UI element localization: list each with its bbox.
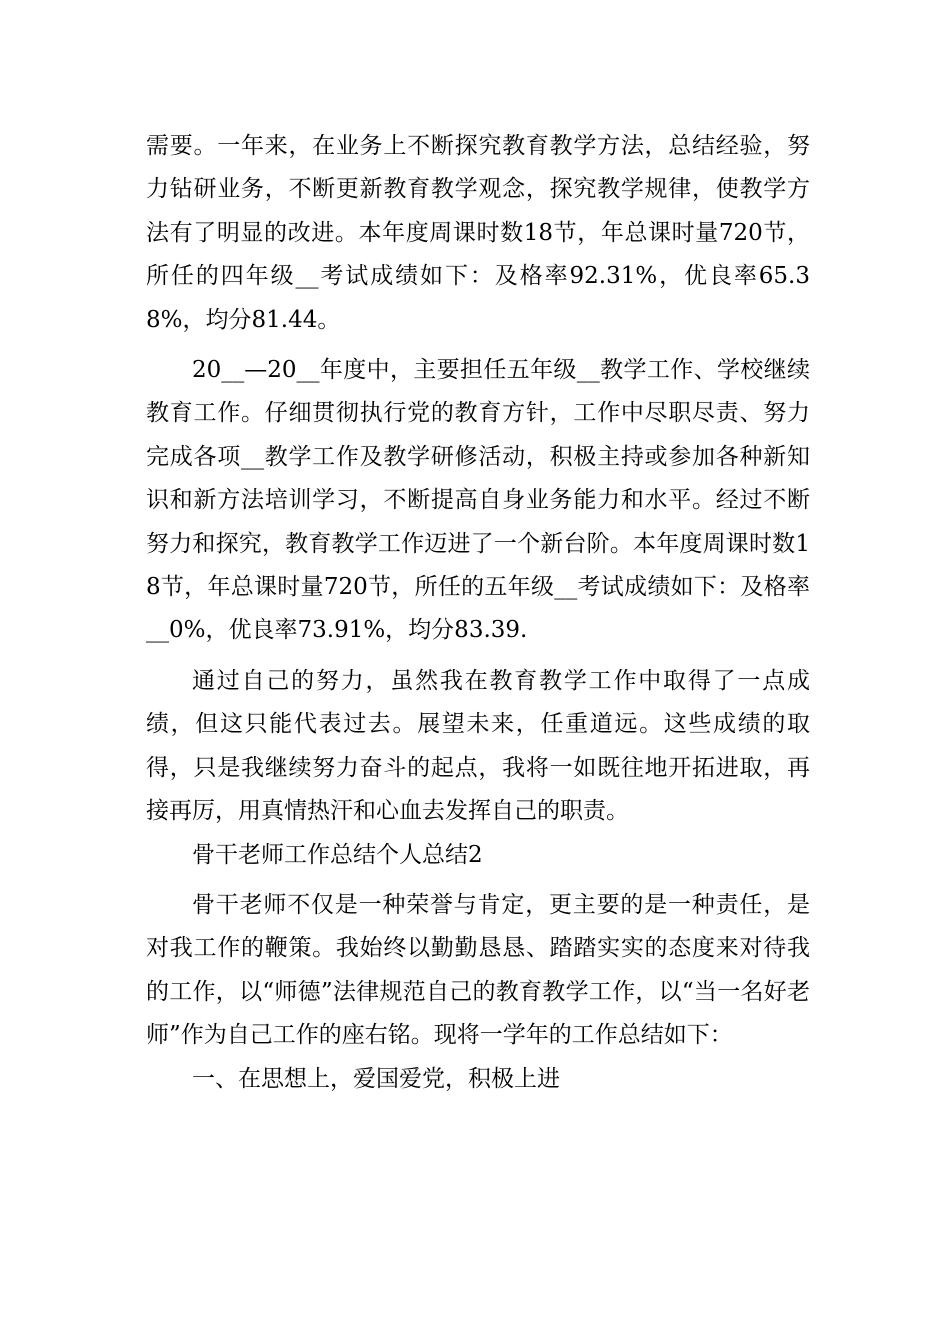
body-paragraph: 20__—20__年度中，主要担任五年级__教学工作、学校继续教育工作。仔细贯彻执行党的教育方针，工作中尽职尽责、努力完成各项__教学工作及教学研修活动，积极主持或参加各种新知识和新方法培训学习，不断提高自身业务能力和水平。经过不断努力和探究，教育教学工作迈进了一个新台阶。本年度周课时数18节，年总课时量720节，所任的五年级__考试成绩如下：及格率__0%，优良率73.91%，均分83.39.: [146, 357, 810, 644]
body-paragraph: 通过自己的努力，虽然我在教育教学工作中取得了一点成绩，但这只能代表过去。展望未来，任重道远。这些成绩的取得，只是我继续努力奋斗的起点，我将一如既往地开拓进取，再接再厉，用真情热汗和心血去发挥自己的职责。: [146, 667, 810, 825]
document-page: [146, 125, 810, 1101]
section-heading: 一、在思想上，爱国爱党，积极上进: [192, 1065, 560, 1092]
body-paragraph: 需要。一年来，在业务上不断探究教育教学方法，总结经验，努力钻研业务，不断更新教育教学观念，探究教学规律，使教学方法有了明显的改进。本年度周课时数18节，年总课时量720节，所任的四年级__考试成绩如下：及格率92.31%，优良率65.38%，均分81.44。: [146, 133, 810, 333]
body-paragraph: 骨干老师不仅是一种荣誉与肯定，更主要的是一种责任，是对我工作的鞭策。我始终以勤勤恳恳、踏踏实实的态度来对待我的工作，以“师德”法律规范自己的教育教学工作，以“当一名好老师”作为自己工作的座右铭。现将一学年的工作总结如下：: [146, 891, 810, 1049]
section-title: 骨干老师工作总结个人总结2: [192, 841, 483, 868]
